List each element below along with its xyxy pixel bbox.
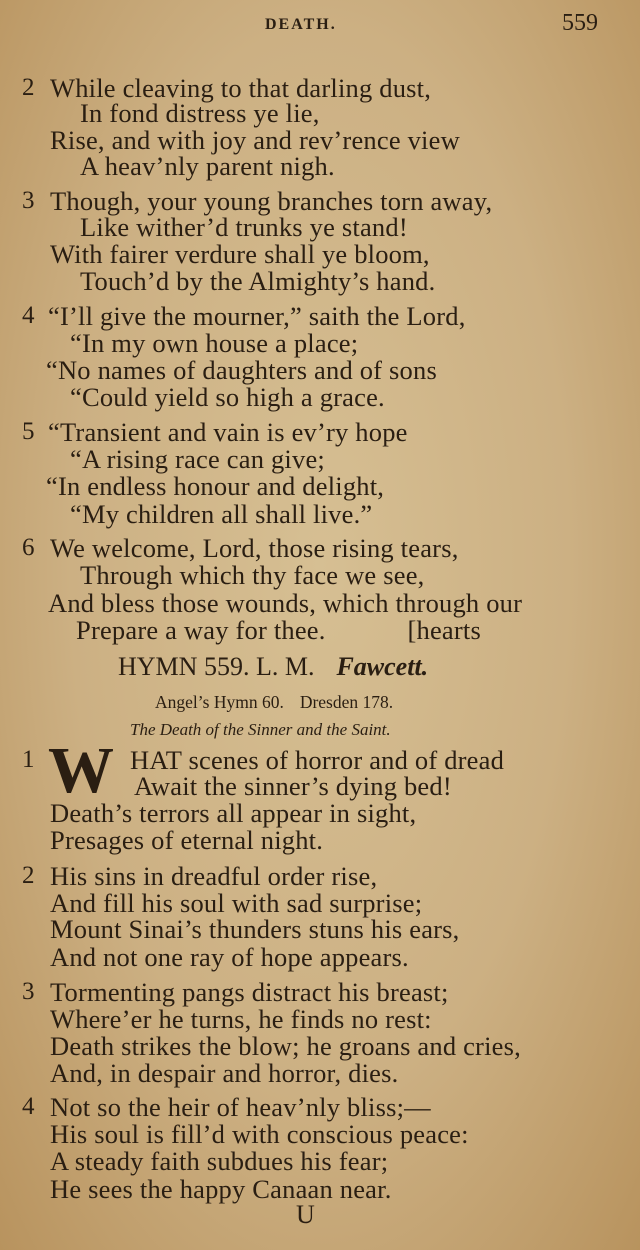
page-number: 559 xyxy=(562,10,598,36)
verse-line: Await the sinner’s dying bed! xyxy=(134,771,452,801)
verse-line: And bless those wounds, which through our xyxy=(48,588,523,618)
hymn-title: HYMN 559. L. M. xyxy=(118,652,315,681)
verse-line: HAT scenes of horror and of dread xyxy=(130,745,505,775)
drop-cap: W xyxy=(48,734,114,807)
verse-line: “My children all shall live.” xyxy=(70,499,373,529)
hymn-subject: The Death of the Sinner and the Saint. xyxy=(130,720,391,739)
verse-line: Tormenting pangs distract his breast; xyxy=(50,977,449,1007)
verse-line: Touch’d by the Almighty’s hand. xyxy=(80,266,436,296)
verse-line: “In my own house a place; xyxy=(70,328,359,358)
verse-line: Through which thy face we see, xyxy=(80,560,425,590)
verse-line: In fond distress ye lie, xyxy=(80,98,320,128)
signature-mark: U xyxy=(296,1200,315,1229)
verse-line: Prepare a way for thee. [hearts xyxy=(76,615,481,645)
verse-line: Like wither’d trunks ye stand! xyxy=(80,212,408,242)
verse-line: His sins in dreadful order rise, xyxy=(50,861,378,891)
verse-line: While cleaving to that darling dust, xyxy=(50,73,432,103)
verse-line: Rise, and with joy and rev’rence view xyxy=(50,125,460,155)
stanza-number: 3 xyxy=(22,978,35,1005)
running-title: DEATH. xyxy=(265,16,337,33)
verse-line: “Transient and vain is ev’ry hope xyxy=(48,417,408,447)
hymn-heading xyxy=(118,652,428,682)
tune: Dresden 178. xyxy=(299,692,394,712)
verse-line: Death’s terrors all appear in sight, xyxy=(50,798,417,828)
verse-line: “No names of daughters and of sons xyxy=(46,355,437,385)
stanza-number: 4 xyxy=(22,1093,35,1120)
stanza-number: 6 xyxy=(22,534,35,561)
verse-line: Where’er he turns, he finds no rest: xyxy=(50,1004,432,1034)
verse-line: “A rising race can give; xyxy=(70,444,325,474)
verse-line: Mount Sinai’s thunders stuns his ears, xyxy=(50,914,460,944)
verse-line: Death strikes the blow; he groans and cries, xyxy=(50,1031,521,1061)
hymn-author: Fawcett. xyxy=(336,652,429,681)
verse-line: Though, your young branches torn away, xyxy=(50,186,493,216)
verse-line: His soul is fill’d with conscious peace: xyxy=(50,1119,469,1149)
verse-line: We welcome, Lord, those rising tears, xyxy=(50,533,459,563)
verse-line: And, in despair and horror, dies. xyxy=(50,1058,399,1088)
stanza-number: 5 xyxy=(22,418,35,445)
verse-line: He sees the happy Canaan near. xyxy=(50,1174,392,1204)
stanza-number: 2 xyxy=(22,862,35,889)
verse-line: And not one ray of hope appears. xyxy=(50,942,409,972)
verse-line: “In endless honour and delight, xyxy=(46,471,385,501)
verse-line: Presages of eternal night. xyxy=(50,825,324,855)
tune-list xyxy=(155,692,393,713)
stanza-number: 4 xyxy=(22,302,35,329)
verse-line: A heav’nly parent nigh. xyxy=(80,151,335,181)
verse-line: With fairer verdure shall ye bloom, xyxy=(50,239,430,269)
verse-line: Not so the heir of heav’nly bliss;— xyxy=(50,1092,431,1122)
stanza-number: 3 xyxy=(22,187,35,214)
tune: Angel’s Hymn 60. xyxy=(155,692,284,712)
verse-line: “Could yield so high a grace. xyxy=(70,382,385,412)
verse-line: “I’ll give the mourner,” saith the Lord, xyxy=(48,301,466,331)
stanza-number: 1 xyxy=(22,746,35,773)
verse-line: A steady faith subdues his fear; xyxy=(50,1146,389,1176)
verse-line: And fill his soul with sad surprise; xyxy=(50,888,423,918)
stanza-number: 2 xyxy=(22,74,35,101)
